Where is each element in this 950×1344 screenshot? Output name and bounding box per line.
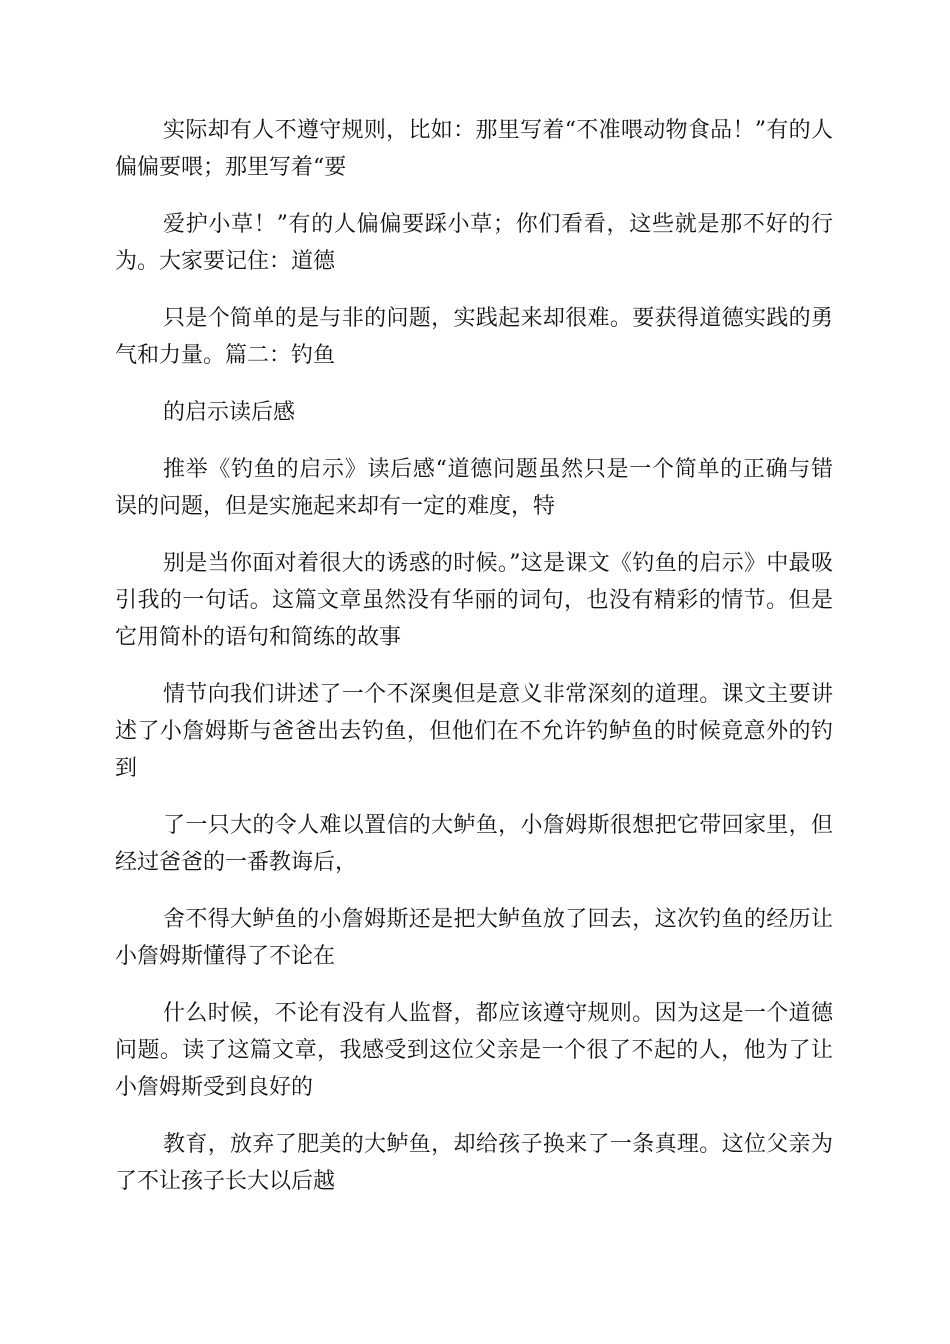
paragraph: 舍不得大鲈鱼的小詹姆斯还是把大鲈鱼放了回去，这次钓鱼的经历让小詹姆斯懂得了不论在 bbox=[115, 907, 833, 969]
paragraph: 情节向我们讲述了一个不深奥但是意义非常深刻的道理。课文主要讲述了小詹姆斯与爸爸出去钓鱼，但他们在不允许钓鲈鱼的时候竟意外的钓到 bbox=[115, 682, 833, 781]
paragraph: 的启示读后感 bbox=[163, 400, 296, 425]
paragraph: 推举《钓鱼的启示》读后感“道德问题虽然只是一个简单的正确与错误的问题，但是实施起来却有一定的难度，特 bbox=[115, 457, 833, 519]
document-body bbox=[115, 112, 833, 1220]
paragraph: 教育，放弃了肥美的大鲈鱼，却给孩子换来了一条真理。这位父亲为了不让孩子长大以后越 bbox=[115, 1132, 833, 1194]
paragraph: 了一只大的令人难以置信的大鲈鱼，小詹姆斯很想把它带回家里，但经过爸爸的一番教诲后， bbox=[115, 813, 833, 875]
paragraph: 实际却有人不遵守规则，比如：那里写着“不准喂动物食品！”有的人偏偏要喂；那里写着“要 bbox=[115, 118, 833, 180]
paragraph: 爱护小草！”有的人偏偏要踩小草；你们看看，这些就是那不好的行为。大家要记住：道德 bbox=[115, 212, 833, 274]
paragraph: 别是当你面对着很大的诱惑的时候。”这是课文《钓鱼的启示》中最吸引我的一句话。这篇文章虽然没有华丽的词句，也没有精彩的情节。但是它用简朴的语句和简练的故事 bbox=[115, 551, 833, 650]
paragraph: 什么时候，不论有没有人监督，都应该遵守规则。因为这是一个道德问题。读了这篇文章，我感受到这位父亲是一个很了不起的人，他为了让小詹姆斯受到良好的 bbox=[115, 1001, 833, 1100]
paragraph: 只是个简单的是与非的问题，实践起来却很难。要获得道德实践的勇气和力量。篇二：钓鱼 bbox=[115, 306, 833, 368]
